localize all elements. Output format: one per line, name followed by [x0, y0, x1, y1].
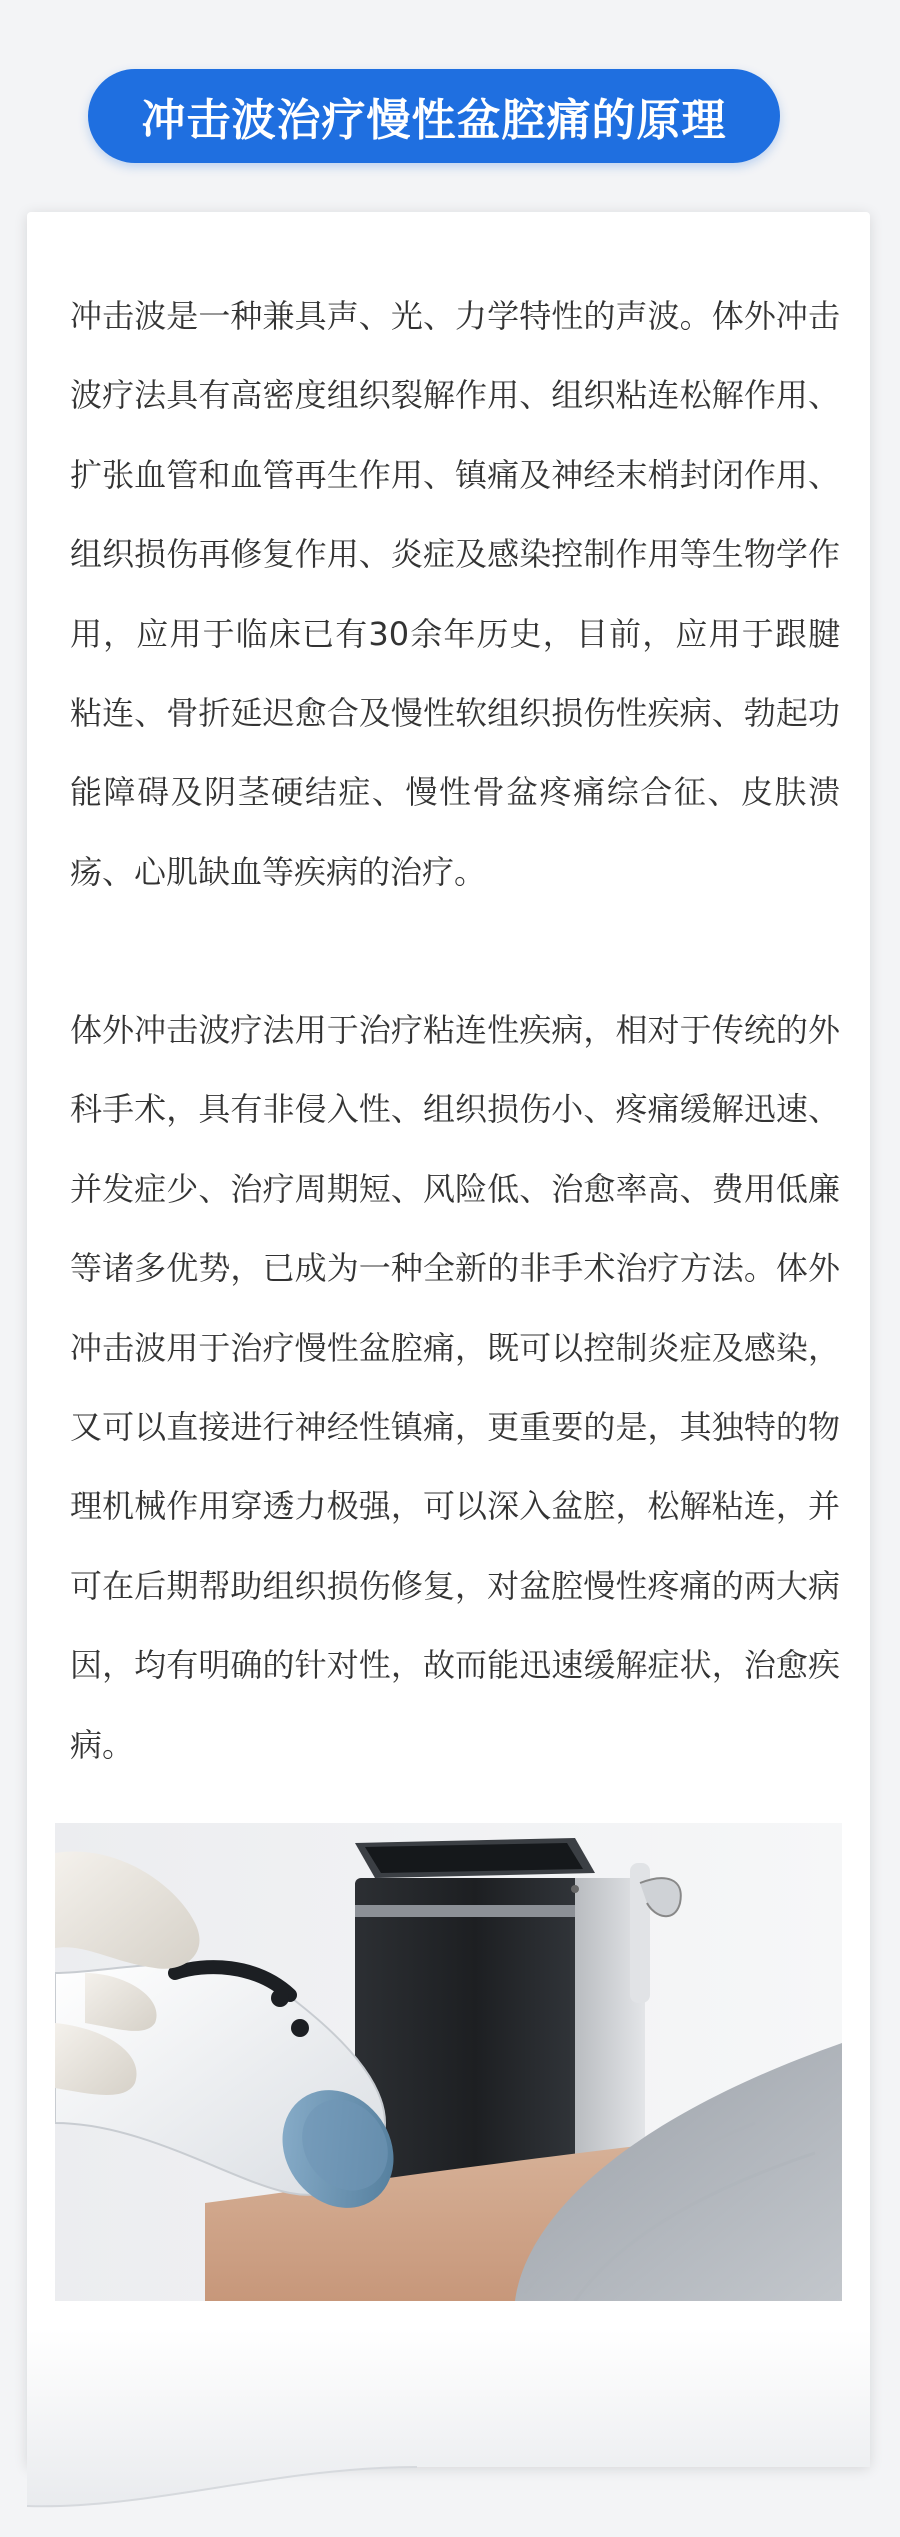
treatment-photo	[55, 1823, 842, 2301]
treatment-illustration	[55, 1823, 842, 2301]
article-paragraph-2: 体外冲击波疗法用于治疗粘连性疾病，相对于传统的外科手术，具有非侵入性、组织损伤小、疼痛缓解迅速、并发症少、治疗周期短、风险低、治愈率高、费用低廉等诸多优势，已成为一种全新的非手术治疗方法。体外冲击波用于治疗慢性盆腔痛，既可以控制炎症及感染，又可以直接进行神经性镇痛，更重要的是，其独特的物理机械作用穿透力极强，可以深入盆腔，松解粘连，并可在后期帮助组织损伤修复，对盆腔慢性疼痛的两大病因，均有明确的针对性，故而能迅速缓解症状，治愈疾病。	[70, 1011, 840, 1764]
article-paragraph-1: 冲击波是一种兼具声、光、力学特性的声波。体外冲击波疗法具有高密度组织裂解作用、组织粘连松解作用、扩张血管和血管再生作用、镇痛及神经末梢封闭作用、组织损伤再修复作用、炎症及感染控制作用等生物学作用，应用于临床已有30余年历史，目前，应用于跟腱粘连、骨折延迟愈合及慢性软组织损伤性疾病、勃起功能障碍及阴茎硬结症、慢性骨盆疼痛综合征、皮肤溃疡、心肌缺血等疾病的治疗。	[70, 297, 840, 891]
title-banner	[88, 69, 780, 163]
page-title: 冲击波治疗慢性盆腔痛的原理	[141, 95, 727, 146]
